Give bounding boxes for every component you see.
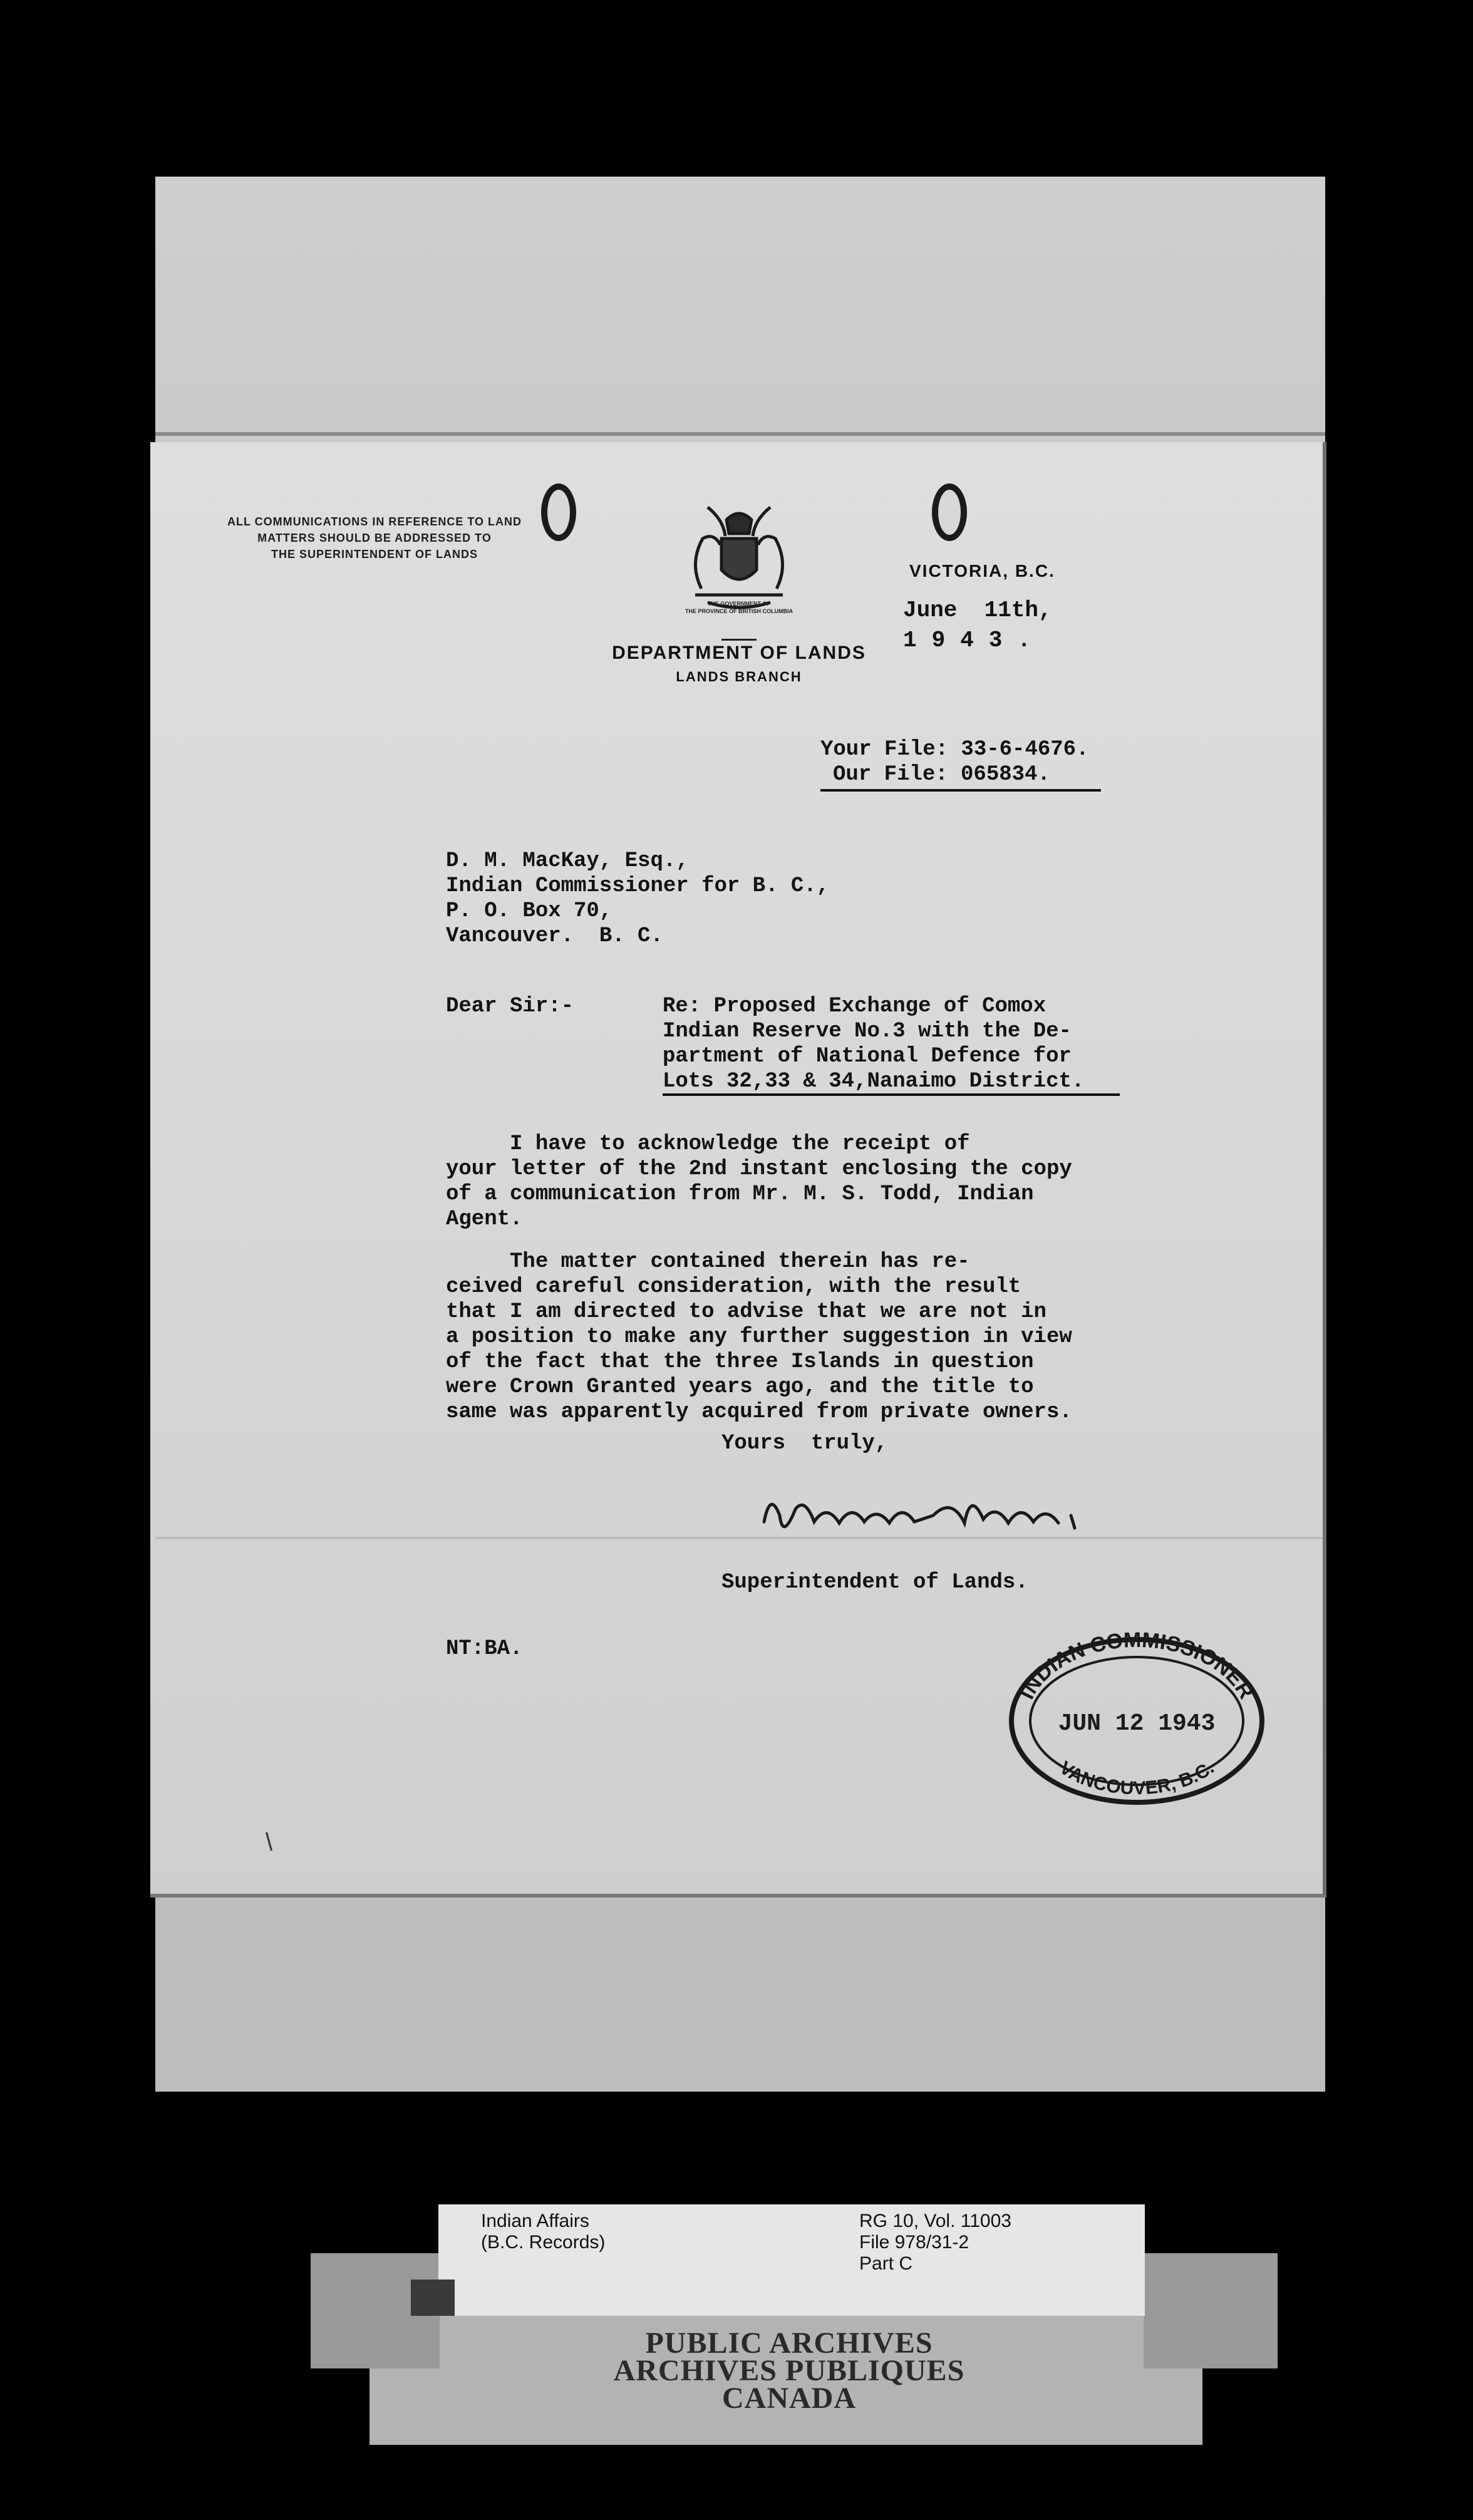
archives-stamp bbox=[551, 2326, 1027, 2415]
letterhead-rule bbox=[721, 639, 757, 641]
signatory-title: Superintendent of Lands. bbox=[721, 1571, 1028, 1594]
place-header: VICTORIA, B.C. bbox=[909, 561, 1055, 581]
file-underline bbox=[820, 789, 1101, 792]
typist-initials: NT:BA. bbox=[446, 1637, 523, 1661]
punch-hole-right bbox=[932, 483, 967, 541]
branch-name: LANDS BRANCH bbox=[676, 669, 802, 684]
archives-line: ARCHIVES PUBLIQUES bbox=[613, 2354, 965, 2387]
archive-label-notch bbox=[411, 2280, 455, 2316]
date-year: 1943. bbox=[903, 627, 1047, 653]
addressee-line: Vancouver. B. C. bbox=[446, 924, 663, 948]
stamp-bottom-text: VANCOUVER, B.C. bbox=[1055, 1757, 1218, 1799]
stamp-date: JUN 12 1943 bbox=[1058, 1710, 1216, 1737]
crest-caption bbox=[658, 600, 820, 615]
body-line: Agent. bbox=[446, 1207, 523, 1231]
subject-underline bbox=[663, 1093, 1120, 1096]
archive-label-tab bbox=[1144, 2253, 1278, 2368]
body-line: of the fact that the three Islands in question bbox=[446, 1350, 1034, 1374]
body-line: were Crown Granted years ago, and the title to bbox=[446, 1375, 1034, 1399]
archive-label-right bbox=[859, 2211, 1011, 2275]
your-file-reference: Your File: 33-6-4676. bbox=[820, 738, 1089, 762]
pencil-mark: \ bbox=[266, 1829, 273, 1856]
addressee-line: P. O. Box 70, bbox=[446, 899, 612, 923]
handwritten-signature bbox=[745, 1478, 1121, 1566]
archive-label-left bbox=[481, 2211, 605, 2253]
closing: Yours truly, bbox=[721, 1432, 888, 1455]
svg-text:INDIAN COMMISSIONER bbox=[1015, 1628, 1258, 1703]
label-line: File 978/31-2 bbox=[859, 2232, 969, 2253]
body-line: The matter contained therein has re- bbox=[446, 1250, 970, 1274]
crest-caption-line: THE PROVINCE OF BRITISH COLUMBIA bbox=[685, 608, 793, 614]
crest-caption-line: THE GOVERNMENT OF bbox=[707, 601, 770, 607]
punch-hole-left bbox=[541, 483, 576, 541]
subject-line: partment of National Defence for bbox=[663, 1045, 1072, 1068]
body-line: same was apparently acquired from private owners. bbox=[446, 1400, 1072, 1424]
stamp-top-text: INDIAN COMMISSIONER bbox=[1015, 1628, 1259, 1703]
body-line: of a communication from Mr. M. S. Todd, Indian bbox=[446, 1182, 1034, 1206]
label-line: (B.C. Records) bbox=[481, 2232, 606, 2253]
label-line: Indian Affairs bbox=[481, 2211, 589, 2231]
department-name: DEPARTMENT OF LANDS bbox=[612, 643, 866, 663]
routing-line: MATTERS SHOULD BE ADDRESSED TO bbox=[257, 532, 492, 544]
label-line: RG 10, Vol. 11003 bbox=[859, 2211, 1011, 2231]
date-line: June 11th, bbox=[903, 597, 1052, 623]
mount-divider bbox=[155, 432, 1325, 436]
subject-line: Lots 32,33 & 34,Nanaimo District. bbox=[663, 1070, 1085, 1093]
salutation: Dear Sir:- bbox=[446, 994, 574, 1018]
routing-notice bbox=[218, 514, 531, 562]
archives-line: PUBLIC ARCHIVES bbox=[645, 2326, 933, 2360]
body-line: a position to make any further suggestion in view bbox=[446, 1325, 1072, 1349]
our-file-reference: Our File: 065834. bbox=[833, 763, 1050, 787]
label-line: Part C bbox=[859, 2253, 913, 2274]
body-line: I have to acknowledge the receipt of bbox=[446, 1132, 970, 1156]
subject-line: Re: Proposed Exchange of Comox bbox=[663, 994, 1047, 1018]
routing-line: ALL COMMUNICATIONS IN REFERENCE TO LAND bbox=[227, 515, 522, 528]
body-line: that I am directed to advise that we are not in bbox=[446, 1300, 1047, 1324]
subject-line: Indian Reserve No.3 with the De- bbox=[663, 1020, 1072, 1043]
fold-line bbox=[155, 1537, 1323, 1539]
addressee-line: D. M. MacKay, Esq., bbox=[446, 849, 689, 873]
addressee-line: Indian Commissioner for B. C., bbox=[446, 874, 830, 898]
body-line: ceived careful consideration, with the result bbox=[446, 1275, 1021, 1299]
received-stamp bbox=[1002, 1628, 1271, 1810]
body-line: your letter of the 2nd instant enclosing the copy bbox=[446, 1157, 1072, 1181]
archives-line: CANADA bbox=[722, 2382, 856, 2415]
routing-line: THE SUPERINTENDENT OF LANDS bbox=[271, 548, 478, 560]
